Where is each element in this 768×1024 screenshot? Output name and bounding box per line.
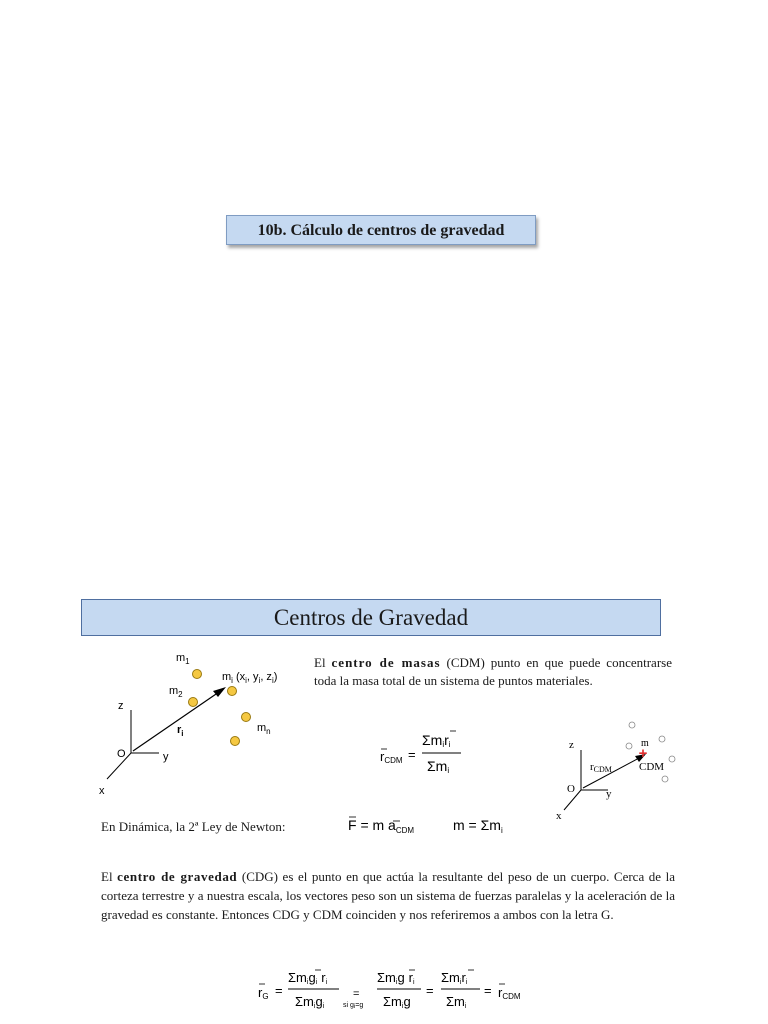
axis-z-label: z: [118, 700, 124, 712]
intro-term: centro de masas: [331, 655, 441, 670]
small-axis-x-label: x: [556, 810, 562, 822]
axis-x-label: x: [99, 785, 105, 797]
g-eq4: =: [484, 983, 492, 998]
g-f2-den: Σmig: [383, 994, 411, 1010]
g-f3-num: Σmiri: [441, 970, 468, 986]
cdg-rest: (CDG) es el punto en que actúa la resultante del peso de un cuerpo. Cerca de la corteza terrestre y a nuestra escala, los vectores peso son un sistema de fuerzas paralelas y la aceleración de la gravedad es constante. Entonces CDG y CDM coinciden y nos referiremos a ambos con la letra G.: [101, 869, 676, 922]
intro-rest: (CDM) punto en que puede concentrarse toda la masa total de un sistema de puntos materiales.: [314, 655, 672, 688]
small-axis-y-label: y: [606, 788, 612, 800]
cdm-denominator: Σmi: [427, 758, 450, 775]
cdm-cross-icon: +: [638, 745, 648, 762]
cdg-term: centro de gravedad: [117, 869, 238, 884]
g-eq2: =: [353, 988, 360, 1000]
slide-title: Centros de Gravedad: [81, 599, 661, 636]
g-f3-den: Σmi: [446, 994, 467, 1010]
g-eq3: =: [426, 983, 434, 998]
mass-point-i: [228, 687, 237, 696]
mass-equation: $m = \Sigma m_i$: [453, 817, 503, 835]
mass-circle: [669, 756, 675, 762]
mass-point-extra: [231, 737, 240, 746]
r-cdm-label: rCDM: [590, 761, 612, 774]
g-f2-num: Σmig ri: [377, 970, 415, 986]
cdm-numerator: Σmiri: [422, 732, 451, 749]
origin-label: O: [117, 748, 126, 760]
cdm-label: CDM: [639, 761, 665, 773]
g-rhs: rCDM: [498, 985, 521, 1001]
cdg-prefix: El: [101, 869, 113, 884]
cdm-definition: [314, 654, 672, 690]
g-f1-den: Σmigi: [295, 994, 325, 1010]
label-mn: $m_n$: [257, 722, 271, 736]
label-mi: $m_i$ ($x_i$, $y_i$, $z_i$): [222, 671, 278, 685]
mass-circle: [659, 736, 665, 742]
mass-circle: [629, 722, 635, 728]
cdm-equation: [378, 728, 488, 778]
small-origin-label: O: [567, 783, 575, 795]
g-condition: si gi=g: [343, 1002, 364, 1010]
mass-circle: [662, 776, 668, 782]
mass-point-2: [189, 698, 198, 707]
axis-y-label: y: [163, 751, 169, 763]
g-eq1: =: [275, 983, 283, 998]
force-equation: F = m $a_{CDM}$: [348, 817, 415, 835]
g-lhs: rG: [258, 985, 269, 1001]
section-label: 10b. Cálculo de centros de gravedad: [226, 215, 536, 245]
masses-diagram: [95, 645, 310, 800]
label-m1: $m_1$: [176, 652, 190, 666]
m-label: m: [641, 738, 649, 749]
newton-equations: [345, 813, 525, 839]
dynamics-label: En Dinámica, la 2ª Ley de Newton:: [101, 819, 286, 834]
mass-circle: [626, 743, 632, 749]
g-f1-num: Σmigi ri: [288, 970, 328, 986]
label-m2: $m_2$: [169, 685, 183, 699]
position-vector: [133, 692, 219, 751]
cdm-diagram: [550, 715, 685, 823]
mass-point-1: [193, 670, 202, 679]
intro-prefix: El: [314, 655, 326, 670]
label-ri: $r_i$: [177, 724, 184, 738]
cdm-lhs: rCDM: [380, 749, 403, 765]
cdg-equation: [255, 965, 535, 1017]
mass-point-n: [242, 713, 251, 722]
small-axis-z-label: z: [569, 739, 574, 751]
cdm-equals: =: [408, 747, 416, 762]
cdg-definition: [101, 867, 675, 924]
